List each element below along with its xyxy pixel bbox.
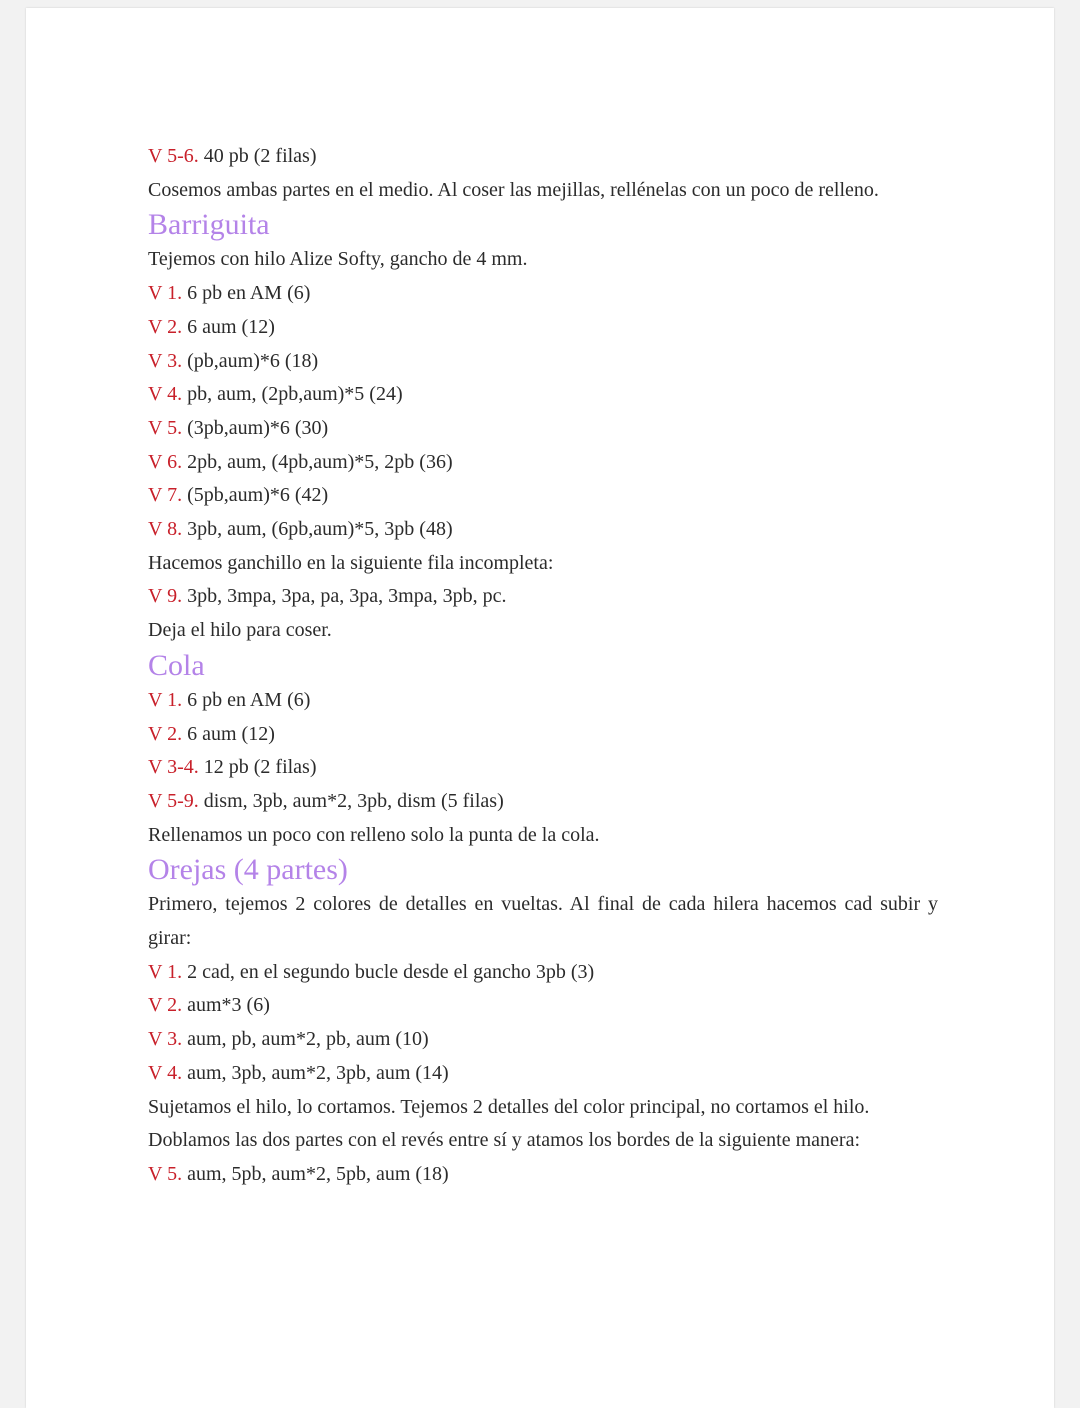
pattern-row [148, 446, 938, 480]
row-label: V 3-4. [148, 756, 199, 779]
row-instructions: 6 pb en AM (6) [182, 688, 311, 711]
pattern-row [148, 1023, 938, 1057]
pattern-row [148, 277, 938, 311]
pattern-row [148, 580, 938, 614]
row-instructions: aum, 3pb, aum*2, 3pb, aum (14) [182, 1061, 449, 1084]
instruction-paragraph: Rellenamos un poco con relleno solo la punta de la cola. [148, 823, 600, 846]
row-instructions: 6 pb en AM (6) [182, 282, 311, 305]
row-label: V 4. [148, 1061, 183, 1084]
pattern-row [148, 1057, 938, 1091]
pattern-row [148, 412, 938, 446]
document-page [26, 8, 1054, 1408]
row-instructions: aum, 5pb, aum*2, 5pb, aum (18) [182, 1162, 449, 1185]
row-label: V 1. [148, 282, 183, 305]
pattern-content [148, 140, 938, 1192]
row-instructions: (pb,aum)*6 (18) [182, 349, 319, 372]
row-label: V 2. [148, 315, 183, 338]
pattern-row [148, 684, 938, 718]
row-instructions: 2pb, aum, (4pb,aum)*5, 2pb (36) [182, 450, 453, 473]
pattern-row [148, 140, 938, 174]
row-label: V 5-9. [148, 789, 199, 812]
row-instructions: (5pb,aum)*6 (42) [182, 484, 329, 507]
pattern-row [148, 1158, 938, 1192]
pattern-row [148, 989, 938, 1023]
row-label: V 5. [148, 1162, 183, 1185]
instruction-paragraph: Doblamos las dos partes con el revés entre sí y atamos los bordes de la siguiente manera: [148, 1129, 861, 1152]
row-instructions: 3pb, aum, (6pb,aum)*5, 3pb (48) [182, 518, 453, 541]
row-label: V 8. [148, 518, 183, 541]
pattern-row [148, 345, 938, 379]
row-label: V 2. [148, 722, 183, 745]
instruction-paragraph: Cosemos ambas partes en el medio. Al coser las mejillas, rellénelas con un poco de relleno. [148, 178, 879, 201]
pattern-row [148, 513, 938, 547]
row-label: V 3. [148, 1028, 183, 1051]
row-label: V 1. [148, 688, 183, 711]
section-heading: Cola [148, 648, 205, 682]
row-instructions: aum*3 (6) [182, 994, 270, 1017]
pattern-row [148, 956, 938, 990]
row-instructions: 6 aum (12) [182, 722, 275, 745]
row-label: V 1. [148, 960, 183, 983]
pattern-row [148, 751, 938, 785]
pattern-row [148, 718, 938, 752]
instruction-paragraph: Primero, tejemos 2 colores de detalles en vueltas. Al final de cada hilera hacemos cad subir y girar: [148, 893, 938, 950]
row-label: V 2. [148, 994, 183, 1017]
row-label: V 7. [148, 484, 183, 507]
instruction-paragraph: Sujetamos el hilo, lo cortamos. Tejemos 2 detalles del color principal, no cortamos el hilo. [148, 1095, 870, 1118]
row-label: V 3. [148, 349, 183, 372]
row-instructions: pb, aum, (2pb,aum)*5 (24) [182, 383, 403, 406]
row-instructions: 40 pb (2 filas) [198, 145, 317, 167]
row-instructions: 12 pb (2 filas) [198, 756, 317, 779]
section-heading: Barriguita [148, 208, 270, 242]
section-heading: Orejas (4 partes) [148, 853, 348, 887]
row-label: V 5. [148, 416, 183, 439]
row-label: V 9. [148, 585, 183, 608]
pattern-row [148, 378, 938, 412]
row-instructions: aum, pb, aum*2, pb, aum (10) [182, 1028, 429, 1051]
pattern-row [148, 479, 938, 513]
row-label: V 6. [148, 450, 183, 473]
row-label: V 4. [148, 383, 183, 406]
pattern-row [148, 785, 938, 819]
row-instructions: 2 cad, en el segundo bucle desde el gancho 3pb (3) [182, 960, 595, 983]
pattern-row [148, 311, 938, 345]
row-instructions: 6 aum (12) [182, 315, 275, 338]
instruction-paragraph: Hacemos ganchillo en la siguiente fila incompleta: [148, 551, 554, 574]
instruction-paragraph: Deja el hilo para coser. [148, 619, 332, 642]
row-instructions: dism, 3pb, aum*2, 3pb, dism (5 filas) [198, 789, 504, 812]
row-label: V 5-6. [148, 145, 199, 167]
row-instructions: 3pb, 3mpa, 3pa, pa, 3pa, 3mpa, 3pb, pc. [182, 585, 507, 608]
row-instructions: (3pb,aum)*6 (30) [182, 416, 329, 439]
instruction-paragraph: Tejemos con hilo Alize Softy, gancho de 4 mm. [148, 248, 528, 271]
